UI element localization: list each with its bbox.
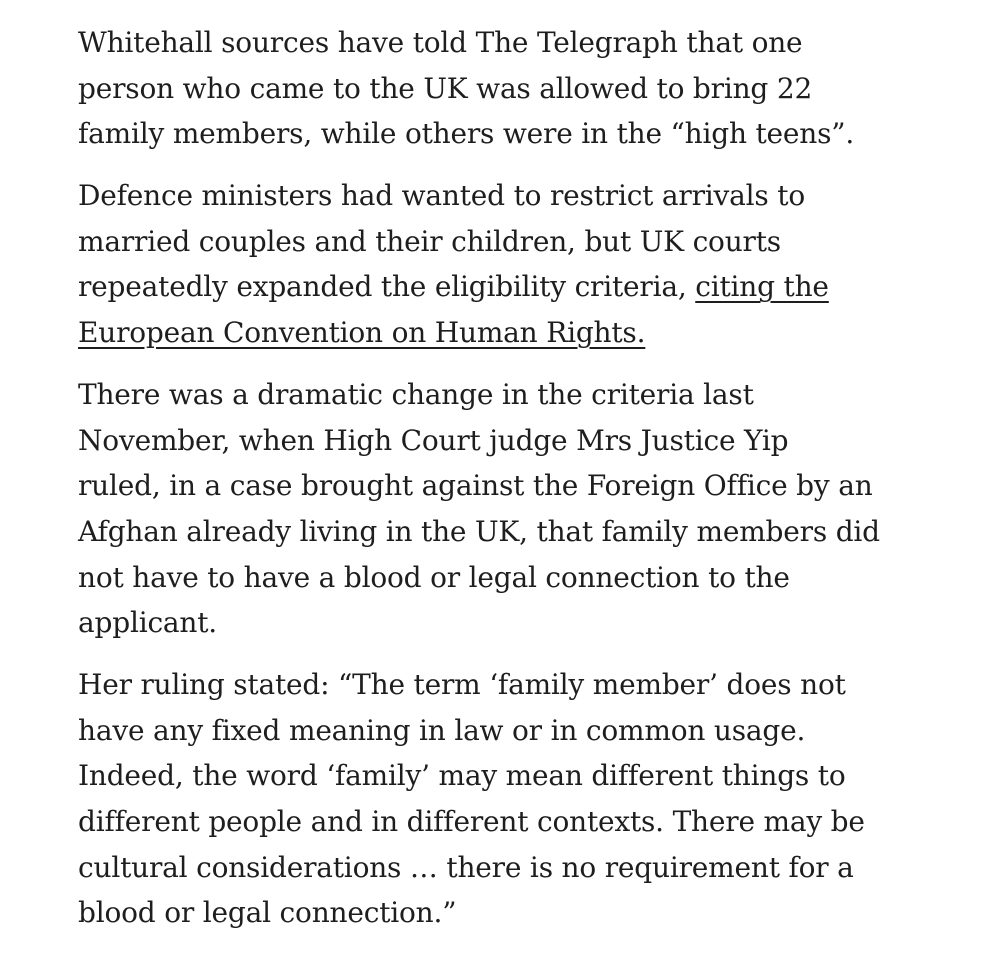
paragraph-line: Indeed, the word ‘family’ may mean different things to [78, 759, 846, 793]
paragraph-line: November, when High Court judge Mrs Justice Yip [78, 423, 789, 457]
paragraph-line-text: repeatedly expanded the eligibility criteria, [78, 270, 696, 304]
paragraph-line: Her ruling stated: “The term ‘family member’ does not [78, 668, 846, 702]
paragraph-line: ruled, in a case brought against the Foreign Office by an [78, 469, 873, 503]
paragraph-line: applicant. [78, 606, 218, 640]
paragraph-line: There was a dramatic change in the criteria last [78, 378, 754, 412]
paragraph-line: family members, while others were in the “high teens”. [78, 117, 855, 151]
paragraph-whitehall-sources [78, 20, 978, 157]
paragraph-line: blood or legal connection.” [78, 896, 457, 930]
paragraph-line: have any fixed meaning in law or in common usage. [78, 713, 806, 747]
paragraph-line: not have to have a blood or legal connection to the [78, 560, 790, 594]
echr-link-continued[interactable]: European Convention on Human Rights. [78, 316, 646, 350]
paragraph-dramatic-change [78, 372, 978, 646]
paragraph-line: Afghan already living in the UK, that family members did [78, 514, 880, 548]
article-body [78, 20, 978, 936]
paragraph-line-with-link [78, 264, 978, 310]
paragraph-line: married couples and their children, but UK courts [78, 224, 781, 258]
paragraph-line: cultural considerations … there is no requirement for a [78, 850, 854, 884]
paragraph-line: Defence ministers had wanted to restrict arrivals to [78, 179, 805, 213]
paragraph-line: person who came to the UK was allowed to bring 22 [78, 71, 813, 105]
paragraph-defence-ministers [78, 173, 978, 355]
paragraph-line-with-link [78, 310, 978, 356]
paragraph-line: Whitehall sources have told The Telegraph that one [78, 26, 803, 59]
paragraph-line: different people and in different contexts. There may be [78, 805, 865, 838]
paragraph-ruling-quote [78, 662, 978, 936]
echr-link[interactable]: citing the [695, 270, 829, 304]
